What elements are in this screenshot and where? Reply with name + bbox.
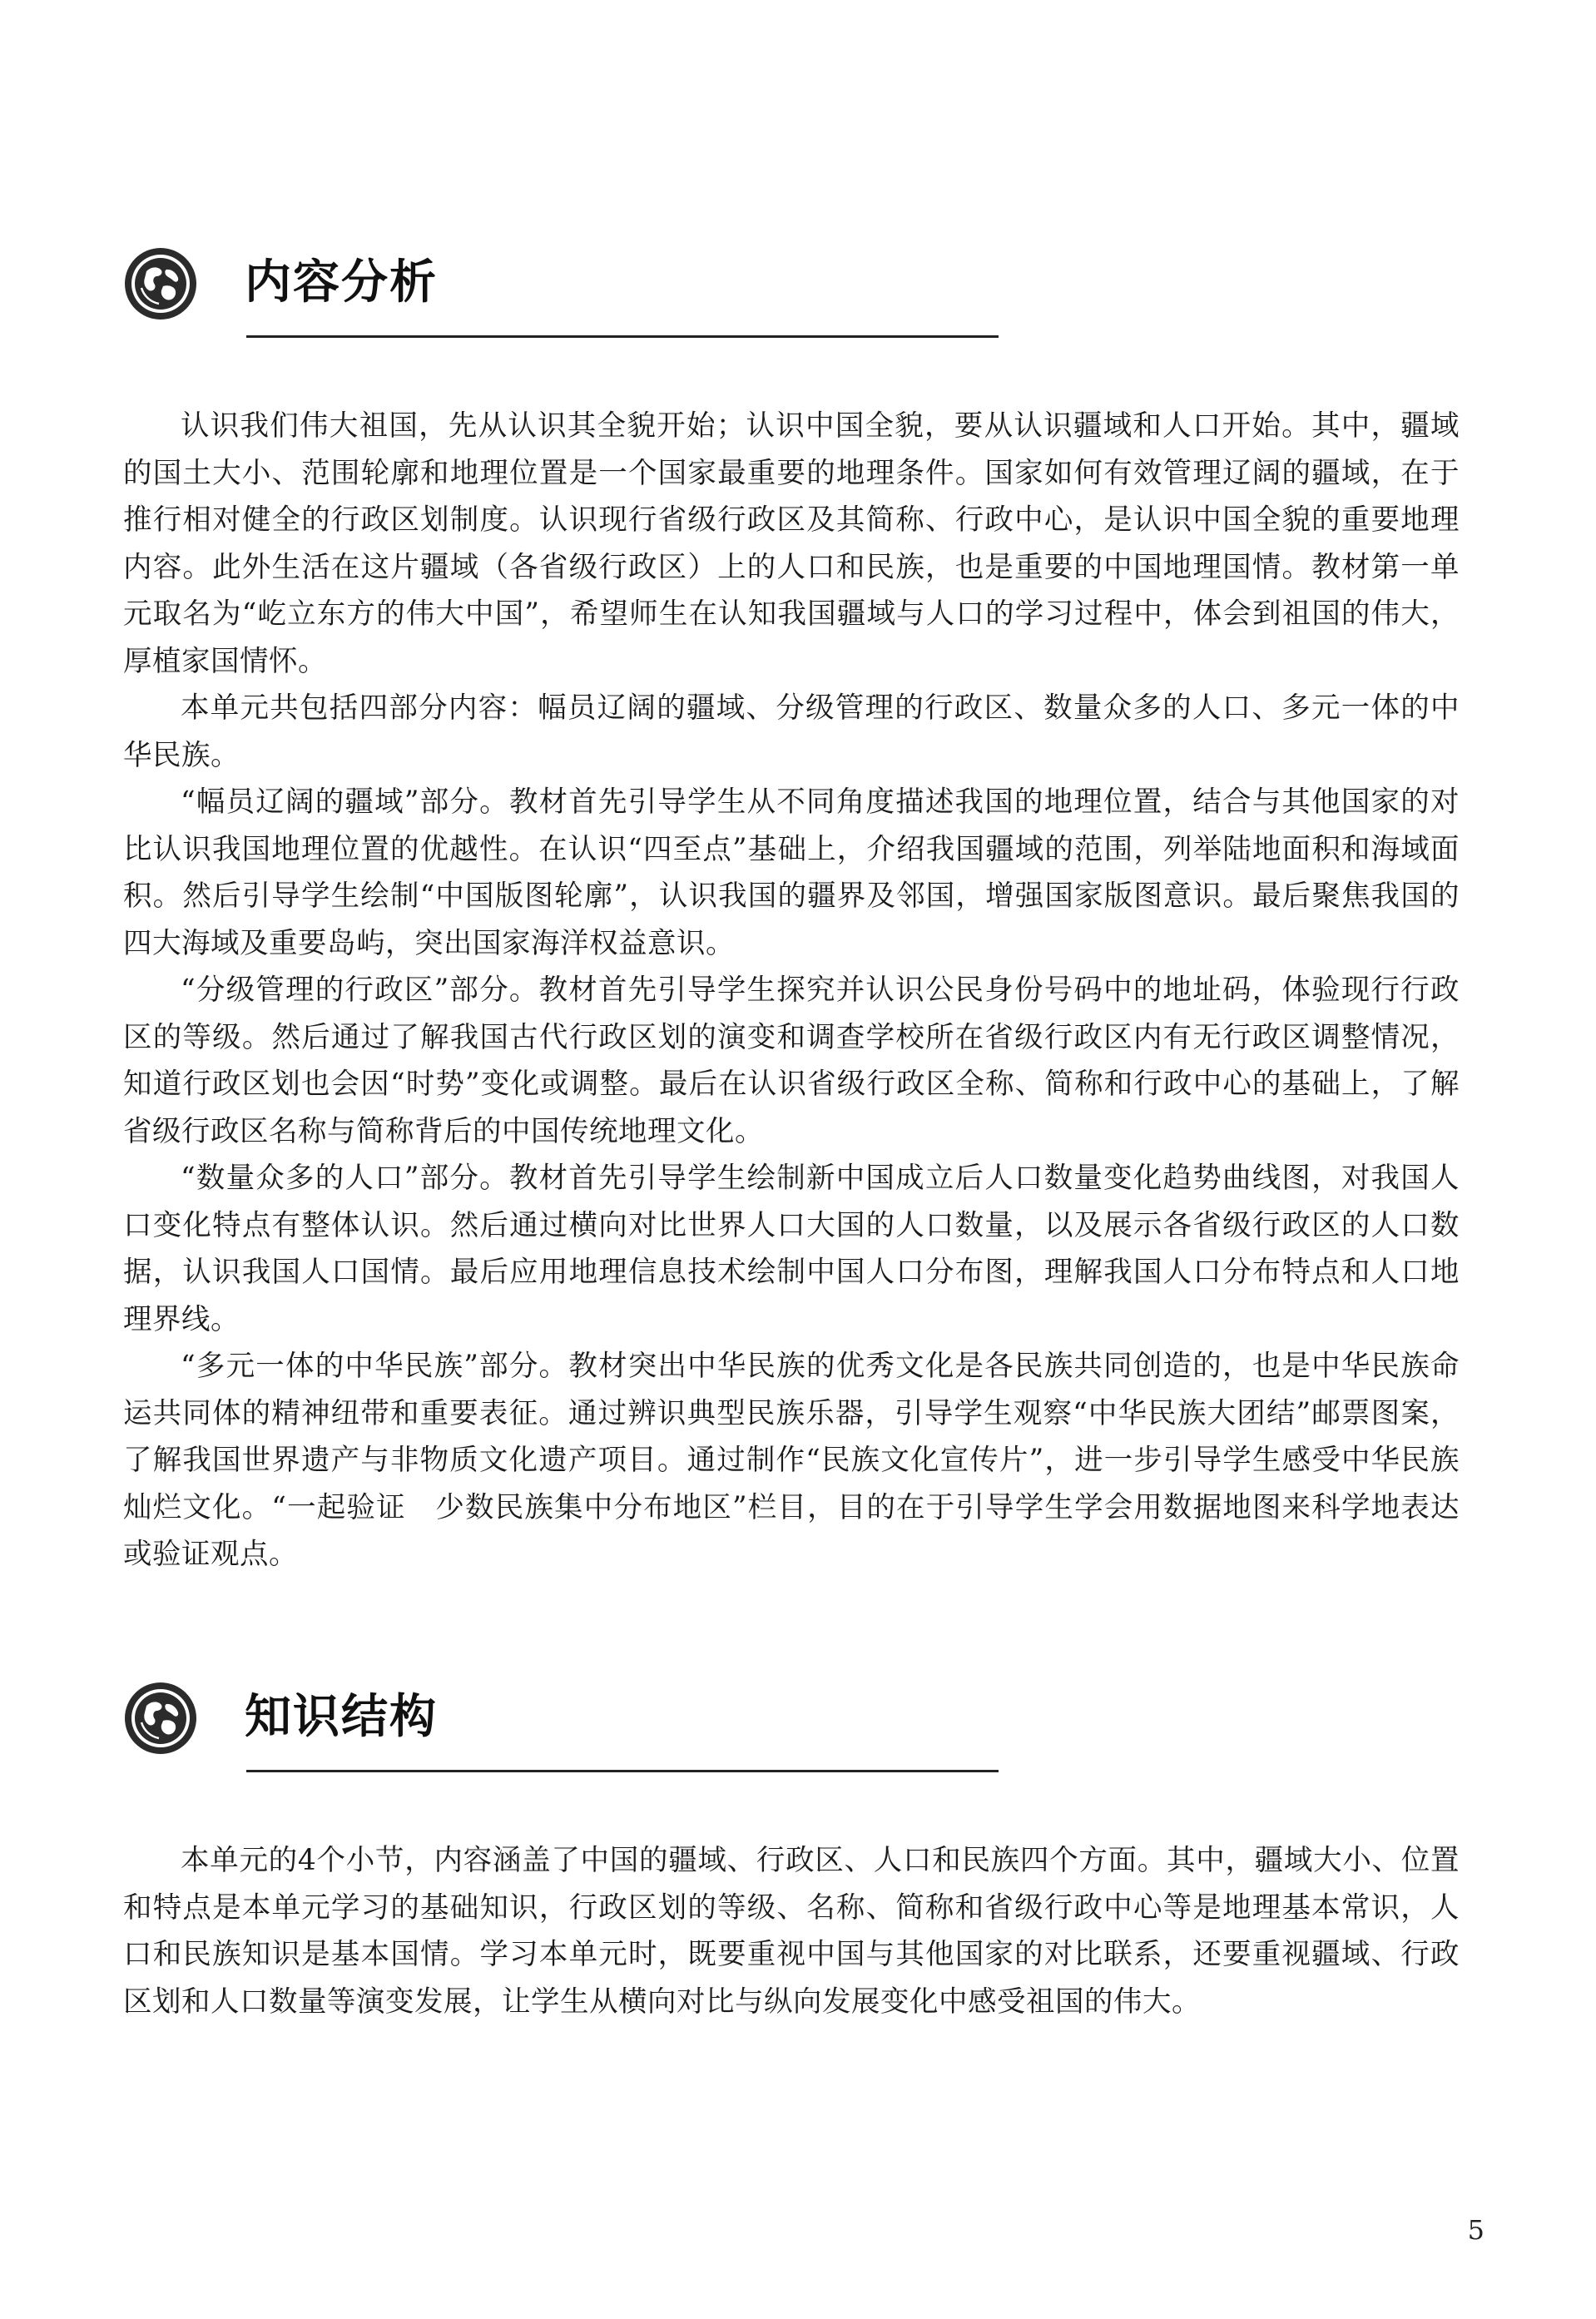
page-number: 5 <box>1467 2214 1484 2246</box>
section-header-knowledge-structure <box>123 1681 999 1772</box>
section-divider <box>246 1770 999 1772</box>
section-title: 知识结构 <box>245 1690 438 1744</box>
knowledge-structure-body <box>123 1837 1460 2025</box>
content-analysis-body <box>123 403 1460 1578</box>
paragraph: “分级管理的行政区”部分。教材首先引导学生探究并认识公民身份号码中的地址码，体验现行行政区的等级。然后通过了解我国古代行政区划的演变和调查学校所在省级行政区内有无行政区调整情况，知道行政区划也会因“时势”变化或调整。最后在认识省级行政区全称、简称和行政中心的基础上，了解省级行政区名称与简称背后的中国传统地理文化。 <box>123 974 1460 1148</box>
paragraph: 认识我们伟大祖国，先从认识其全貌开始；认识中国全貌，要从认识疆域和人口开始。其中，疆域的国土大小、范围轮廓和地理位置是一个国家最重要的地理条件。国家如何有效管理辽阔的疆域，在于推行相对健全的行政区划制度。认识现行省级行政区及其简称、行政中心，是认识中国全貌的重要地理内容。此外生活在这片疆域（各省级行政区）上的人口和民族，也是重要的中国地理国情。教材第一单元取名为“屹立东方的伟大中国”，希望师生在认知我国疆域与人口的学习过程中，体会到祖国的伟大，厚植家国情怀。 <box>123 409 1460 678</box>
paragraph: “幅员辽阔的疆域”部分。教材首先引导学生从不同角度描述我国的地理位置，结合与其他国家的对比认识我国地理位置的优越性。在认识“四至点”基础上，介绍我国疆域的范围，列举陆地面积和海域面积。然后引导学生绘制“中国版图轮廓”，认识我国的疆界及邻国，增强国家版图意识。最后聚焦我国的四大海域及重要岛屿，突出国家海洋权益意识。 <box>123 785 1460 960</box>
globe-icon <box>123 1681 198 1756</box>
globe-icon <box>123 246 198 321</box>
paragraph: “数量众多的人口”部分。教材首先引导学生绘制新中国成立后人口数量变化趋势曲线图，对我国人口变化特点有整体认识。然后通过横向对比世界人口大国的人口数量，以及展示各省级行政区的人口数据，认识我国人口国情。最后应用地理信息技术绘制中国人口分布图，理解我国人口分布特点和人口地理界线。 <box>123 1162 1460 1336</box>
section-header-content-analysis <box>123 246 999 338</box>
paragraph: 本单元共包括四部分内容：幅员辽阔的疆域、分级管理的行政区、数量众多的人口、多元一体的中华民族。 <box>123 691 1460 772</box>
section-title: 内容分析 <box>245 255 438 310</box>
section-divider <box>246 335 999 338</box>
paragraph: 本单元的4个小节，内容涵盖了中国的疆域、行政区、人口和民族四个方面。其中，疆域大小、位置和特点是本单元学习的基础知识，行政区划的等级、名称、简称和省级行政中心等是地理基本常识，人口和民族知识是基本国情。学习本单元时，既要重视中国与其他国家的对比联系，还要重视疆域、行政区划和人口数量等演变发展，让学生从横向对比与纵向发展变化中感受祖国的伟大。 <box>123 1844 1460 2019</box>
paragraph: “多元一体的中华民族”部分。教材突出中华民族的优秀文化是各民族共同创造的，也是中华民族命运共同体的精神纽带和重要表征。通过辨识典型民族乐器，引导学生观察“中华民族大团结”邮票图案，了解我国世界遗产与非物质文化遗产项目。通过制作“民族文化宣传片”，进一步引导学生感受中华民族灿烂文化。“一起验证 少数民族集中分布地区”栏目，目的在于引导学生学会用数据地图来科学地表达或验证观点。 <box>123 1350 1460 1571</box>
